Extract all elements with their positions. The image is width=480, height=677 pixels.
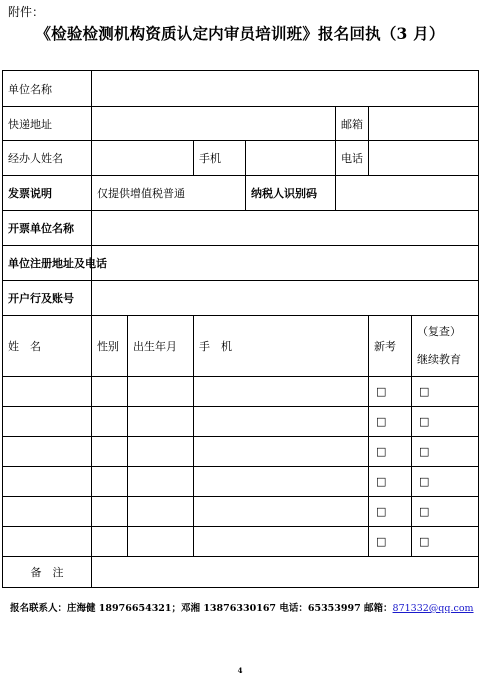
new-exam-checkbox[interactable]: □ — [369, 527, 412, 557]
cell-name[interactable] — [3, 527, 92, 557]
cell-name[interactable] — [3, 467, 92, 497]
label-delivery-address: 快递地址 — [3, 107, 92, 141]
label-phone: 电话 — [336, 141, 369, 176]
field-mobile[interactable] — [246, 141, 336, 176]
participants-header-row — [3, 316, 479, 377]
review-checkbox[interactable]: □ — [412, 467, 479, 497]
participant-row — [3, 527, 479, 557]
new-exam-checkbox[interactable]: □ — [369, 377, 412, 407]
label-mobile: 手机 — [194, 141, 246, 176]
participant-row — [3, 407, 479, 437]
participant-row — [3, 467, 479, 497]
cell-gender[interactable] — [92, 407, 128, 437]
participant-row — [3, 497, 479, 527]
registration-form — [2, 70, 479, 588]
cell-birth[interactable] — [128, 497, 194, 527]
field-bank-account[interactable] — [92, 281, 479, 316]
participant-row — [3, 377, 479, 407]
field-postcode[interactable] — [369, 107, 479, 141]
label-invoice-unit-name: 开票单位名称 — [3, 211, 92, 246]
row-delivery-address — [3, 107, 479, 141]
cell-name[interactable] — [3, 377, 92, 407]
header-gender: 性别 — [92, 316, 128, 377]
invoice-type-text: 仅提供增值税普通 — [92, 176, 246, 211]
row-invoice-note — [3, 176, 479, 211]
row-invoice-unit — [3, 211, 479, 246]
page-number: 4 — [237, 666, 243, 675]
label-bank-account: 开户行及账号 — [3, 281, 92, 316]
cell-mobile[interactable] — [194, 467, 369, 497]
field-unit-name[interactable] — [92, 71, 479, 107]
header-review — [412, 316, 479, 377]
header-review-top: （复查） — [417, 325, 461, 338]
review-checkbox[interactable]: □ — [412, 437, 479, 467]
row-registered-address — [3, 246, 479, 281]
cell-gender[interactable] — [92, 527, 128, 557]
cell-birth[interactable] — [128, 527, 194, 557]
cell-birth[interactable] — [128, 437, 194, 467]
row-bank-account — [3, 281, 479, 316]
cell-mobile[interactable] — [194, 527, 369, 557]
row-unit-name — [3, 71, 479, 107]
field-remarks[interactable] — [92, 557, 479, 588]
new-exam-checkbox[interactable]: □ — [369, 407, 412, 437]
review-checkbox[interactable]: □ — [412, 377, 479, 407]
field-handler-name[interactable] — [92, 141, 194, 176]
row-handler — [3, 141, 479, 176]
header-name: 姓 名 — [3, 316, 92, 377]
cell-name[interactable] — [3, 407, 92, 437]
contact-line — [10, 600, 474, 614]
new-exam-checkbox[interactable]: □ — [369, 467, 412, 497]
cell-mobile[interactable] — [194, 497, 369, 527]
label-handler-name: 经办人姓名 — [3, 141, 92, 176]
header-mobile: 手 机 — [194, 316, 369, 377]
field-registered-address-phone[interactable] — [92, 246, 479, 281]
cell-mobile[interactable] — [194, 407, 369, 437]
review-checkbox[interactable]: □ — [412, 527, 479, 557]
field-phone[interactable] — [369, 141, 479, 176]
cell-birth[interactable] — [128, 407, 194, 437]
new-exam-checkbox[interactable]: □ — [369, 437, 412, 467]
cell-gender[interactable] — [92, 437, 128, 467]
label-invoice-note: 发票说明 — [3, 176, 92, 211]
cell-gender[interactable] — [92, 377, 128, 407]
form-title: 《检验检测机构资质认定内审员培训班》报名回执（3 月） — [35, 24, 445, 43]
cell-mobile[interactable] — [194, 377, 369, 407]
cell-name[interactable] — [3, 437, 92, 467]
cell-birth[interactable] — [128, 377, 194, 407]
cell-name[interactable] — [3, 497, 92, 527]
header-review-bottom: 继续教育 — [417, 353, 461, 366]
header-birth: 出生年月 — [128, 316, 194, 377]
participant-row — [3, 437, 479, 467]
label-postcode: 邮箱 — [336, 107, 369, 141]
cell-mobile[interactable] — [194, 437, 369, 467]
attachment-label: 附件： — [8, 5, 45, 19]
cell-gender[interactable] — [92, 497, 128, 527]
field-invoice-unit-name[interactable] — [92, 211, 479, 246]
contact-email-link[interactable]: 871332@qq.com — [392, 603, 474, 614]
header-new-exam: 新考 — [369, 316, 412, 377]
contact-text: 报名联系人：庄海健 18976654321；邓湘 13876330167 电话：65353997 邮箱： — [10, 603, 393, 614]
label-taxpayer-id: 纳税人识别码 — [246, 176, 336, 211]
field-taxpayer-id[interactable] — [336, 176, 479, 211]
review-checkbox[interactable]: □ — [412, 497, 479, 527]
label-unit-name: 单位名称 — [3, 71, 92, 107]
label-remarks: 备 注 — [3, 557, 92, 588]
label-registered-address-phone: 单位注册地址及电话 — [3, 246, 92, 281]
cell-birth[interactable] — [128, 467, 194, 497]
new-exam-checkbox[interactable]: □ — [369, 497, 412, 527]
field-delivery-address[interactable] — [92, 107, 336, 141]
review-checkbox[interactable]: □ — [412, 407, 479, 437]
row-remarks — [3, 557, 479, 588]
cell-gender[interactable] — [92, 467, 128, 497]
